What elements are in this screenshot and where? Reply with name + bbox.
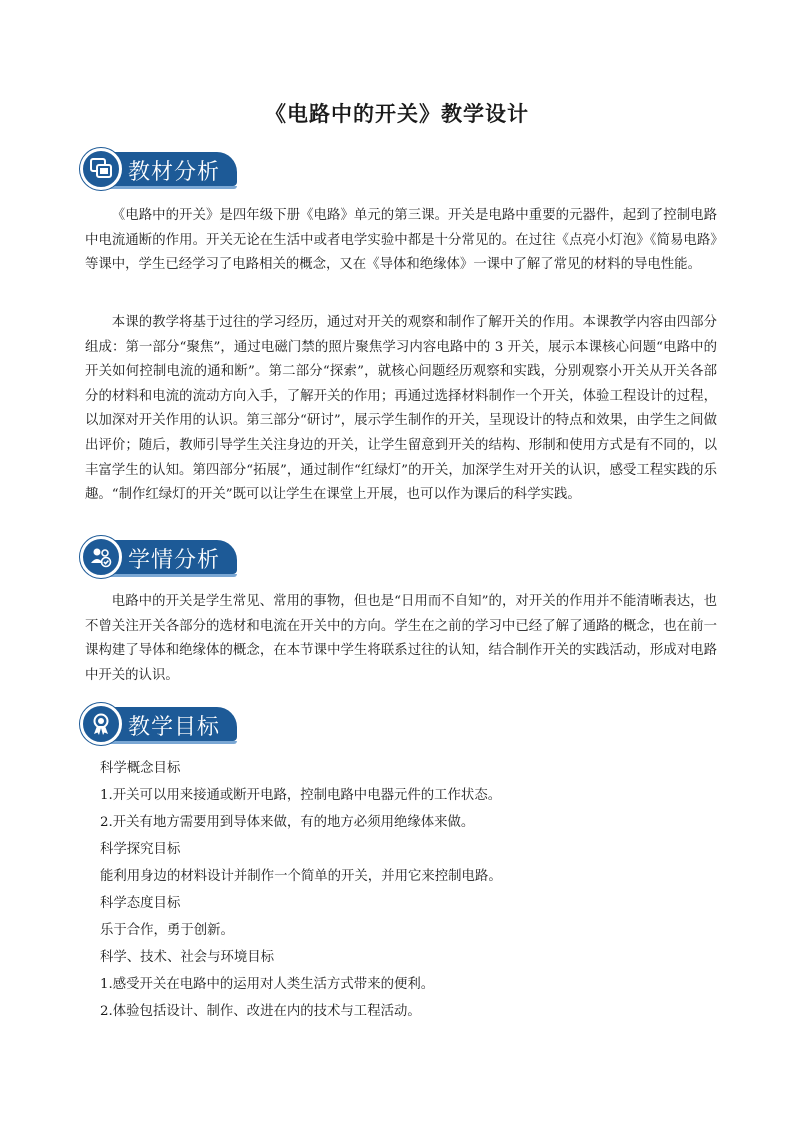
objective-line: 科学探究目标 bbox=[100, 842, 181, 857]
section-heading: 教学目标 bbox=[128, 715, 221, 740]
objective-line: 科学概念目标 bbox=[100, 761, 181, 776]
section-header-students bbox=[80, 536, 240, 578]
objective-line: 1.感受开关在电路中的运用对人类生活方式带来的便利。 bbox=[100, 977, 435, 992]
section-header-materials bbox=[80, 148, 240, 190]
objective-line: 2.开关有地方需要用到导体来做，有的地方必须用绝缘体来做。 bbox=[100, 815, 475, 830]
objective-line: 能利用身边的材料设计并制作一个简单的开关，并用它来控制电路。 bbox=[100, 869, 502, 884]
objective-line: 科学态度目标 bbox=[100, 896, 181, 911]
objective-line: 科学、技术、社会与环境目标 bbox=[100, 950, 275, 965]
paragraph: 本课的教学将基于过往的学习经历，通过对开关的观察和制作了解开关的作用。本课教学内容由四部分组成：第一部分“聚焦”，通过电磁门禁的照片聚焦学习内容电路中的 3 开关，展示本课核心问题“电路中的开关如何控制电流的通和断”。第二部分“探索”，就核心问题经历观察和实践，分别观察小开关从开关各部分的材料和电流的流动方向入手，了解开关的作用；再通过选择材料制作一个开关，体验工程设计的过程，以加深对开关作用的认识。第三部分“研讨”，展示学生制作的开关，呈现设计的特点和效果，由学生之间做出评价；随后，教师引导学生关注身边的开关，让学生留意到开关的结构、形制和使用方式是有不同的，以丰富学生的认知。第四部分“拓展”，通过制作“红绿灯”的开关，加深学生对开关的认识，感受工程实践的乐趣。“制作红绿灯的开关”既可以让学生在课堂上开展，也可以作为课后的科学实践。 bbox=[85, 315, 717, 503]
objective-line: 1.开关可以用来接通或断开电路，控制电路中电器元件的工作状态。 bbox=[100, 788, 502, 803]
stacked-windows-icon bbox=[80, 148, 122, 190]
paragraph: 电路中的开关是学生常见、常用的事物，但也是“日用而不自知”的，对开关的作用并不能清晰表达，也不曾关注开关各部分的选材和电流在开关中的方向。学生在之前的学习中已经了解了通路的概念，也在前一课构建了导体和绝缘体的概念，在本节课中学生将联系过往的认知，结合制作开关的实践活动，形成对电路中开关的认识。 bbox=[85, 594, 717, 683]
section-heading: 教材分析 bbox=[128, 160, 221, 185]
paragraph: 《电路中的开关》是四年级下册《电路》单元的第三课。开关是电路中重要的元器件，起到了控制电路中电流通断的作用。开关无论在生活中或者电学实验中都是十分常见的。在过往《点亮小灯泡》《简易电路》等课中，学生已经学习了电路相关的概念，又在《导体和绝缘体》一课中了解了常见的材料的导电性能。 bbox=[85, 208, 717, 273]
section-header-objectives bbox=[80, 703, 240, 745]
page-title: 《电路中的开关》教学设计 bbox=[265, 102, 529, 126]
award-ribbon-icon bbox=[80, 703, 122, 745]
objective-line: 2.体验包括设计、制作、改进在内的技术与工程活动。 bbox=[100, 1004, 421, 1019]
section-heading: 学情分析 bbox=[128, 548, 221, 573]
users-icon bbox=[80, 536, 122, 578]
objective-line: 乐于合作，勇于创新。 bbox=[100, 923, 234, 938]
